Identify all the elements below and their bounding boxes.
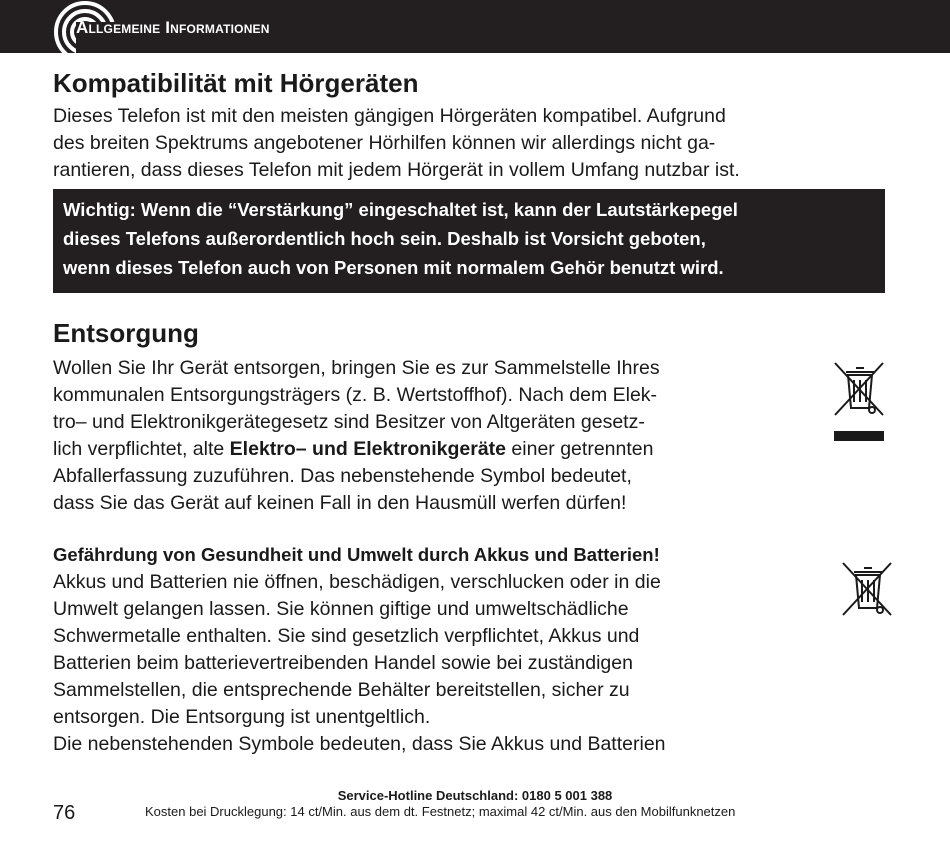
warning-box xyxy=(53,189,885,293)
warning-line: dieses Telefons außerordentlich hoch sein. Deshalb ist Vorsicht geboten, xyxy=(63,228,706,249)
text-line: Die nebenstehenden Symbole bedeuten, dass Sie Akkus und Batterien xyxy=(53,733,666,755)
text-line: tro– und Elektronikgerätegesetz sind Besitzer von Altgeräten gesetz- xyxy=(53,411,645,433)
text-line: Umwelt gelangen lassen. Sie können giftige und umweltschädliche xyxy=(53,598,629,620)
text-line: Akkus und Batterien nie öffnen, beschädigen, verschlucken oder in die xyxy=(53,571,661,593)
crossed-out-wheelie-bin-icon xyxy=(830,360,888,442)
text-line: dass Sie das Gerät auf keinen Fall in den Hausmüll werfen dürfen! xyxy=(53,492,627,514)
section-title: Allgemeine Informationen xyxy=(76,18,270,37)
text-line: Wollen Sie Ihr Gerät entsorgen, bringen Sie es zur Sammelstelle Ihres xyxy=(53,357,660,379)
disposal-paragraph xyxy=(53,355,660,517)
text-segment: einer getrennten xyxy=(506,438,654,460)
crossed-out-wheelie-bin-icon xyxy=(838,560,896,620)
compat-heading: Kompatibilität mit Hörgeräten xyxy=(53,68,419,98)
compat-paragraph xyxy=(53,103,740,184)
page-number: 76 xyxy=(53,802,76,824)
service-hotline: Service-Hotline Deutschland: 0180 5 001 388 xyxy=(337,788,613,803)
bold-text-segment: Elektro– und Elektronikgeräte xyxy=(229,438,507,460)
text-line: entsorgen. Die Entsorgung ist unentgeltlich. xyxy=(53,706,431,728)
batteries-heading: Gefährdung von Gesundheit und Umwelt durch Akkus und Batterien! xyxy=(53,544,660,565)
batteries-paragraph xyxy=(53,569,666,758)
text-line: Schwermetalle enthalten. Sie sind gesetzlich verpflichtet, Akkus und xyxy=(53,625,640,647)
text-line: Abfallerfassung zuzuführen. Das nebenstehende Symbol bedeutet, xyxy=(53,465,632,487)
section-header-bar xyxy=(0,0,950,53)
disposal-heading: Entsorgung xyxy=(53,318,199,348)
text-line: des breiten Spektrums angebotener Hörhilfen können wir allerdings nicht ga- xyxy=(53,132,716,154)
text-line: Batterien beim batterievertreibenden Handel sowie bei zuständigen xyxy=(53,652,633,674)
warning-line: wenn dieses Telefon auch von Personen mit normalem Gehör benutzt wird. xyxy=(63,257,724,278)
text-line: Dieses Telefon ist mit den meisten gängigen Hörgeräten kompatibel. Aufgrund xyxy=(53,105,726,127)
text-line: kommunalen Entsorgungsträgers (z. B. Wertstoffhof). Nach dem Elek- xyxy=(53,384,658,406)
text-line: Sammelstellen, die entsprechende Behälter bereitstellen, sicher zu xyxy=(53,679,630,701)
cost-note: Kosten bei Drucklegung: 14 ct/Min. aus dem dt. Festnetz; maximal 42 ct/Min. aus den Mobilfunknetzen xyxy=(145,804,736,819)
warning-line: Wichtig: Wenn die “Verstärkung” eingeschaltet ist, kann der Lautstärkepegel xyxy=(63,199,738,220)
text-segment: lich verpflichtet, alte xyxy=(53,438,230,460)
text-line xyxy=(53,436,660,463)
text-line: rantieren, dass dieses Telefon mit jedem Hörgerät in vollem Umfang nutzbar ist. xyxy=(53,159,740,181)
